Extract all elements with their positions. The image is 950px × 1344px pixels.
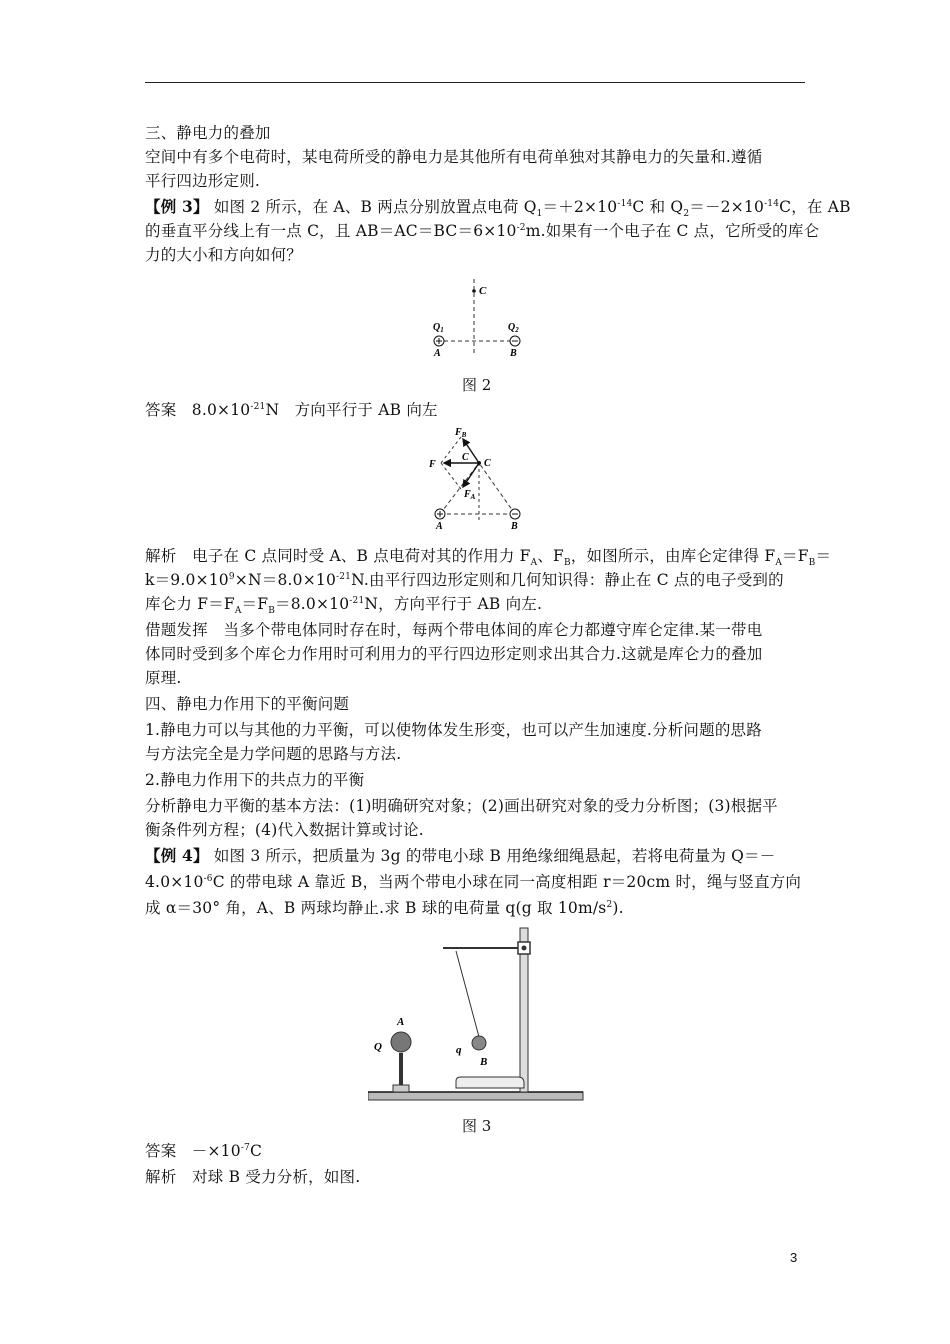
section3-para-line1: 空间中有多个电荷时，某电荷所受的静电力是其他所有电荷单独对其静电力的矢量和.遵循	[145, 148, 763, 166]
fig3-label-qsmall: q	[456, 1044, 462, 1056]
analysis3-line3: 库仑力 $F=F_A=F_B=8.0\times 10^{-21}N$，方向平行于 AB 向左.	[145, 595, 543, 617]
svg-text:B: B	[511, 521, 518, 532]
fig2-label-b: B	[510, 348, 517, 359]
analysis3-line2: $k=9.0\times 10^9\times N=8.0\times 10^{-21}N$.由平行四边形定则和几何知识得：静止在 C 点的电子受到的	[145, 571, 784, 589]
analysis4-line: 解析 对球 B 受力分析，如图.	[145, 1168, 361, 1186]
tip-line2: 体同时受到多个库仑力作用时可利用力的平行四边形定则求出其合力.这就是库仑力的叠加	[145, 645, 763, 663]
section4-p1-line1: 1.静电力可以与其他的力平衡，可以使物体发生形变，也可以产生加速度.分析问题的思路	[145, 721, 762, 739]
example3-line3: 力的大小和方向如何？	[145, 246, 303, 264]
answer4-line: 答案 $-\times 10^{-7}C$	[145, 1142, 263, 1160]
example3-tag: 【例 3】	[145, 197, 209, 216]
example4-line2: $4.0\times 10^{-6}C$ 的带电球 A 靠近 B，当两个带电小球在同一高度相距 r＝20cm 时，绳与竖直方向	[145, 873, 802, 891]
tip-line1: 借题发挥 当多个带电体同时存在时，每两个带电体间的库仑力都遵守库仑定律.某一带电	[145, 621, 763, 639]
fig2-label-a: A	[434, 348, 441, 359]
force-fa-arrow	[463, 463, 479, 487]
fig2-label-c: C	[479, 285, 487, 297]
force-diagram	[425, 425, 535, 533]
stand-base	[456, 1077, 524, 1088]
tip-line3: 原理.	[145, 669, 182, 687]
page-number: 3	[790, 1250, 798, 1265]
ground	[368, 1092, 583, 1100]
figure-2-caption: 图 2	[462, 376, 492, 394]
fig3-label-q: Q	[374, 1041, 382, 1053]
answer3-line: 答案 $8.0\times 10^{-21}N$ 方向平行于 AB 向左	[145, 401, 438, 419]
svg-text:A: A	[436, 521, 443, 532]
point-c	[472, 289, 476, 293]
fig2-label-q2: $Q_2$	[508, 322, 519, 334]
example4-tag: 【例 4】	[145, 846, 209, 865]
svg-text:C: C	[484, 458, 491, 469]
ball-b	[472, 1036, 486, 1050]
figure-2	[425, 275, 535, 360]
fig2-label-q1: $Q_1$	[433, 322, 444, 334]
section4-p3-line1: 分析静电力平衡的基本方法：(1)明确研究对象；(2)画出研究对象的受力分析图；(3)根据平	[145, 797, 778, 815]
thread	[456, 951, 479, 1037]
figure-3-caption: 图 3	[462, 1117, 492, 1135]
analysis3-line1: 解析 电子在 C 点同时受 A、B 点电荷对其的作用力 $F_A$、$F_B$，如图所示，由库仑定律得 $F_A=F_B=$	[145, 547, 832, 569]
section3-para-line2: 平行四边形定则.	[145, 172, 261, 190]
svg-text:FA: $F_A$	[464, 489, 476, 501]
fig3-label-b: B	[480, 1056, 488, 1068]
section4-p2: 2.静电力作用下的共点力的平衡	[145, 771, 365, 789]
svg-text:FB: $F_B$	[455, 427, 467, 439]
section4-heading: 四、静电力作用下的平衡问题	[145, 695, 350, 713]
section4-p1-line2: 与方法完全是力学问题的思路与方法.	[145, 745, 402, 763]
example3-line1: 【例 3】 如图 2 所示，在 A、B 两点分别放置点电荷 $Q_1=+2\times 10^{-14}C$ 和 $Q_2=-2\times 10^{-14}C$，在 AB	[145, 197, 851, 220]
example4-line3: 成 α＝30° 角，A、B 两球均静止.求 B 球的电荷量 q(g 取 $10m/s^2$).	[145, 899, 624, 917]
rod-base	[393, 1085, 409, 1092]
example4-line1: 【例 4】 如图 3 所示，把质量为 3g 的带电小球 B 用绝缘细绳悬起，若将电荷量为 Q＝－	[145, 846, 776, 865]
svg-text:C: C	[462, 452, 469, 463]
header-rule	[145, 82, 805, 83]
section3-heading: 三、静电力的叠加	[145, 124, 271, 142]
section4-p3-line2: 衡条件列方程；(4)代入数据计算或讨论.	[145, 821, 424, 839]
ball-a	[391, 1032, 411, 1052]
figure-3	[368, 925, 586, 1108]
example3-line2: 的垂直平分线上有一点 C，且 $AB=AC=BC=6\times 10^{-2}m$.如果有一个电子在 C 点，它所受的库仑	[145, 222, 820, 240]
fig3-label-a: A	[397, 1016, 405, 1028]
svg-text:F: F	[429, 459, 436, 470]
